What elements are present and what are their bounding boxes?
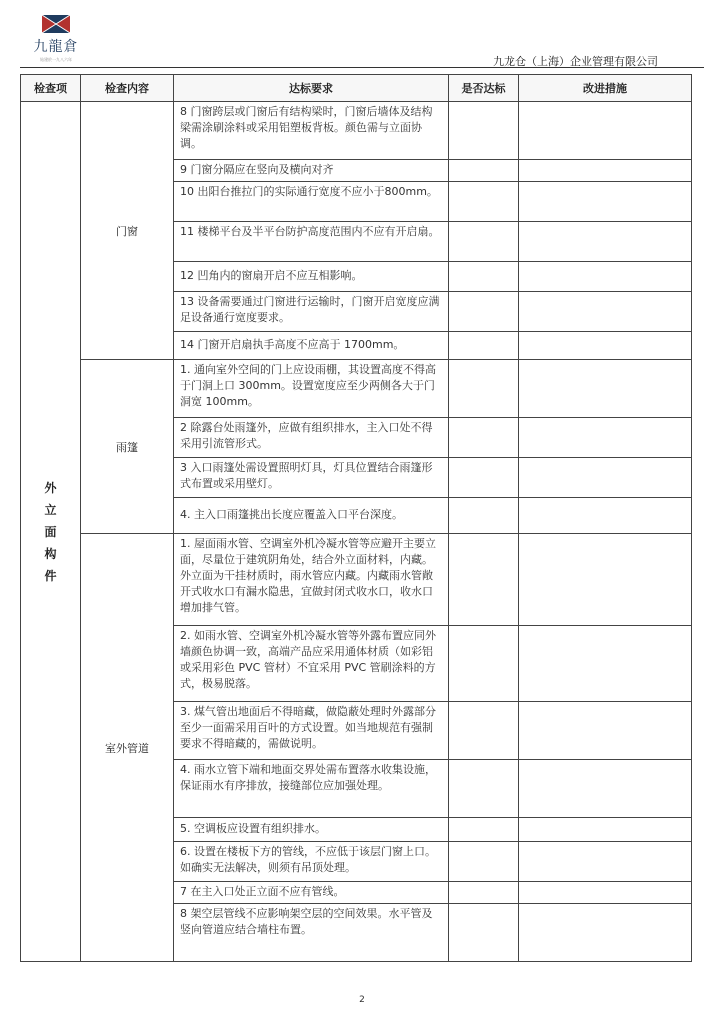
compliance-cell[interactable] — [449, 458, 519, 498]
compliance-cell[interactable] — [449, 102, 519, 160]
requirement-item: 13 设备需要通过门窗进行运输时，门窗开启宽度应满足设备通行宽度要求。 — [174, 292, 449, 332]
requirement-item: 10 出阳台推拉门的实际通行宽度不应小于800mm。 — [174, 182, 449, 222]
requirement-item: 5. 空调板应设置有组织排水。 — [174, 818, 449, 842]
compliance-cell[interactable] — [449, 760, 519, 818]
section-label — [21, 102, 81, 962]
requirement-item: 4. 主入口雨篷挑出长度应覆盖入口平台深度。 — [174, 498, 449, 534]
requirement-item: 11 楼梯平台及半平台防护高度范围内不应有开启扇。 — [174, 222, 449, 262]
improvement-cell[interactable] — [519, 182, 692, 222]
requirement-item: 2 除露台处雨篷外，应做有组织排水，主入口处不得采用引流管形式。 — [174, 418, 449, 458]
improvement-cell[interactable] — [519, 458, 692, 498]
compliance-cell[interactable] — [449, 332, 519, 360]
improvement-cell[interactable] — [519, 418, 692, 458]
requirement-item: 12 凹角内的窗扇开启不应互相影响。 — [174, 262, 449, 292]
compliance-cell[interactable] — [449, 418, 519, 458]
improvement-cell[interactable] — [519, 904, 692, 962]
logo-name: 九龍倉 — [33, 39, 79, 55]
compliance-cell[interactable] — [449, 182, 519, 222]
compliance-cell[interactable] — [449, 904, 519, 962]
compliance-cell[interactable] — [449, 534, 519, 626]
improvement-cell[interactable] — [519, 332, 692, 360]
compliance-cell[interactable] — [449, 626, 519, 702]
column-header: 改进措施 — [519, 75, 692, 102]
requirement-item: 1. 屋面雨水管、空调室外机冷凝水管等应避开主要立面，尽量位于建筑阴角处，结合外立面材料，内藏。外立面为干挂材质时，雨水管应内藏。内藏雨水管敞开式收水口有漏水隐患，宜做封闭式收水口，收水口增加排气管。 — [174, 534, 449, 626]
table-row — [21, 360, 692, 418]
improvement-cell[interactable] — [519, 702, 692, 760]
requirement-item: 7 在主入口处正立面不应有管线。 — [174, 882, 449, 904]
requirement-item: 2. 如雨水管、空调室外机冷凝水管等外露布置应同外墙颜色协调一致，高端产品应采用通体材质（如彩铝或采用彩色 PVC 管材）不宜采用 PVC 管刷涂料的方式，极易脱落。 — [174, 626, 449, 702]
improvement-cell[interactable] — [519, 882, 692, 904]
improvement-cell[interactable] — [519, 626, 692, 702]
requirement-item: 8 门窗跨层或门窗后有结构梁时，门窗后墙体及结构梁需涂刷涂料或采用铝塑板背板。颜色需与立面协调。 — [174, 102, 449, 160]
requirement-item: 1. 通向室外空间的门上应设雨棚，其设置高度不得高于门洞上口 300mm。设置宽度应至少两侧各大于门洞宽 100mm。 — [174, 360, 449, 418]
logo-icon — [41, 14, 71, 34]
group-label: 门窗 — [81, 102, 174, 360]
requirement-item: 3 入口雨篷处需设置照明灯具，灯具位置结合雨篷形式布置或采用壁灯。 — [174, 458, 449, 498]
improvement-cell[interactable] — [519, 534, 692, 626]
improvement-cell[interactable] — [519, 760, 692, 818]
column-header: 检查内容 — [81, 75, 174, 102]
requirement-item: 14 门窗开启扇执手高度不应高于 1700mm。 — [174, 332, 449, 360]
requirement-item: 3. 煤气管出地面后不得暗藏，做隐蔽处理时外露部分至少一面需采用百叶的方式设置。如当地规范有强制要求不得暗藏的，需做说明。 — [174, 702, 449, 760]
group-label: 雨篷 — [81, 360, 174, 534]
table-header-row — [21, 75, 692, 102]
company-logo — [26, 14, 86, 63]
compliance-cell[interactable] — [449, 818, 519, 842]
compliance-cell[interactable] — [449, 262, 519, 292]
improvement-cell[interactable] — [519, 498, 692, 534]
page-number: 2 — [359, 995, 365, 1005]
improvement-cell[interactable] — [519, 262, 692, 292]
requirement-item: 6. 设置在楼板下方的管线，不应低于该层门窗上口。如确实无法解决，则须有吊顶处理。 — [174, 842, 449, 882]
table-row — [21, 534, 692, 626]
inspection-table — [20, 74, 692, 962]
compliance-cell[interactable] — [449, 842, 519, 882]
compliance-cell[interactable] — [449, 882, 519, 904]
column-header: 是否达标 — [449, 75, 519, 102]
compliance-cell[interactable] — [449, 360, 519, 418]
improvement-cell[interactable] — [519, 160, 692, 182]
compliance-cell[interactable] — [449, 222, 519, 262]
improvement-cell[interactable] — [519, 818, 692, 842]
group-label: 室外管道 — [81, 534, 174, 962]
logo-subtitle: 始建於一九八六年 — [40, 57, 72, 62]
compliance-cell[interactable] — [449, 160, 519, 182]
improvement-cell[interactable] — [519, 222, 692, 262]
compliance-cell[interactable] — [449, 498, 519, 534]
compliance-cell[interactable] — [449, 702, 519, 760]
improvement-cell[interactable] — [519, 842, 692, 882]
compliance-cell[interactable] — [449, 292, 519, 332]
requirement-item: 4. 雨水立管下端和地面交界处需布置落水收集设施，保证雨水有序排放，接缝部位应加强处理。 — [174, 760, 449, 818]
section-label-text: 外 立 面 构 件 — [44, 480, 57, 583]
column-header: 检查项 — [21, 75, 81, 102]
table-row — [21, 102, 692, 160]
column-header: 达标要求 — [174, 75, 449, 102]
improvement-cell[interactable] — [519, 102, 692, 160]
improvement-cell[interactable] — [519, 360, 692, 418]
requirement-item: 9 门窗分隔应在竖向及横向对齐 — [174, 160, 449, 182]
company-name: 九龙仓（上海）企业管理有限公司 — [493, 55, 658, 68]
header-divider — [20, 67, 704, 68]
improvement-cell[interactable] — [519, 292, 692, 332]
requirement-item: 8 架空层管线不应影响架空层的空间效果。水平管及竖向管道应结合墙柱布置。 — [174, 904, 449, 962]
